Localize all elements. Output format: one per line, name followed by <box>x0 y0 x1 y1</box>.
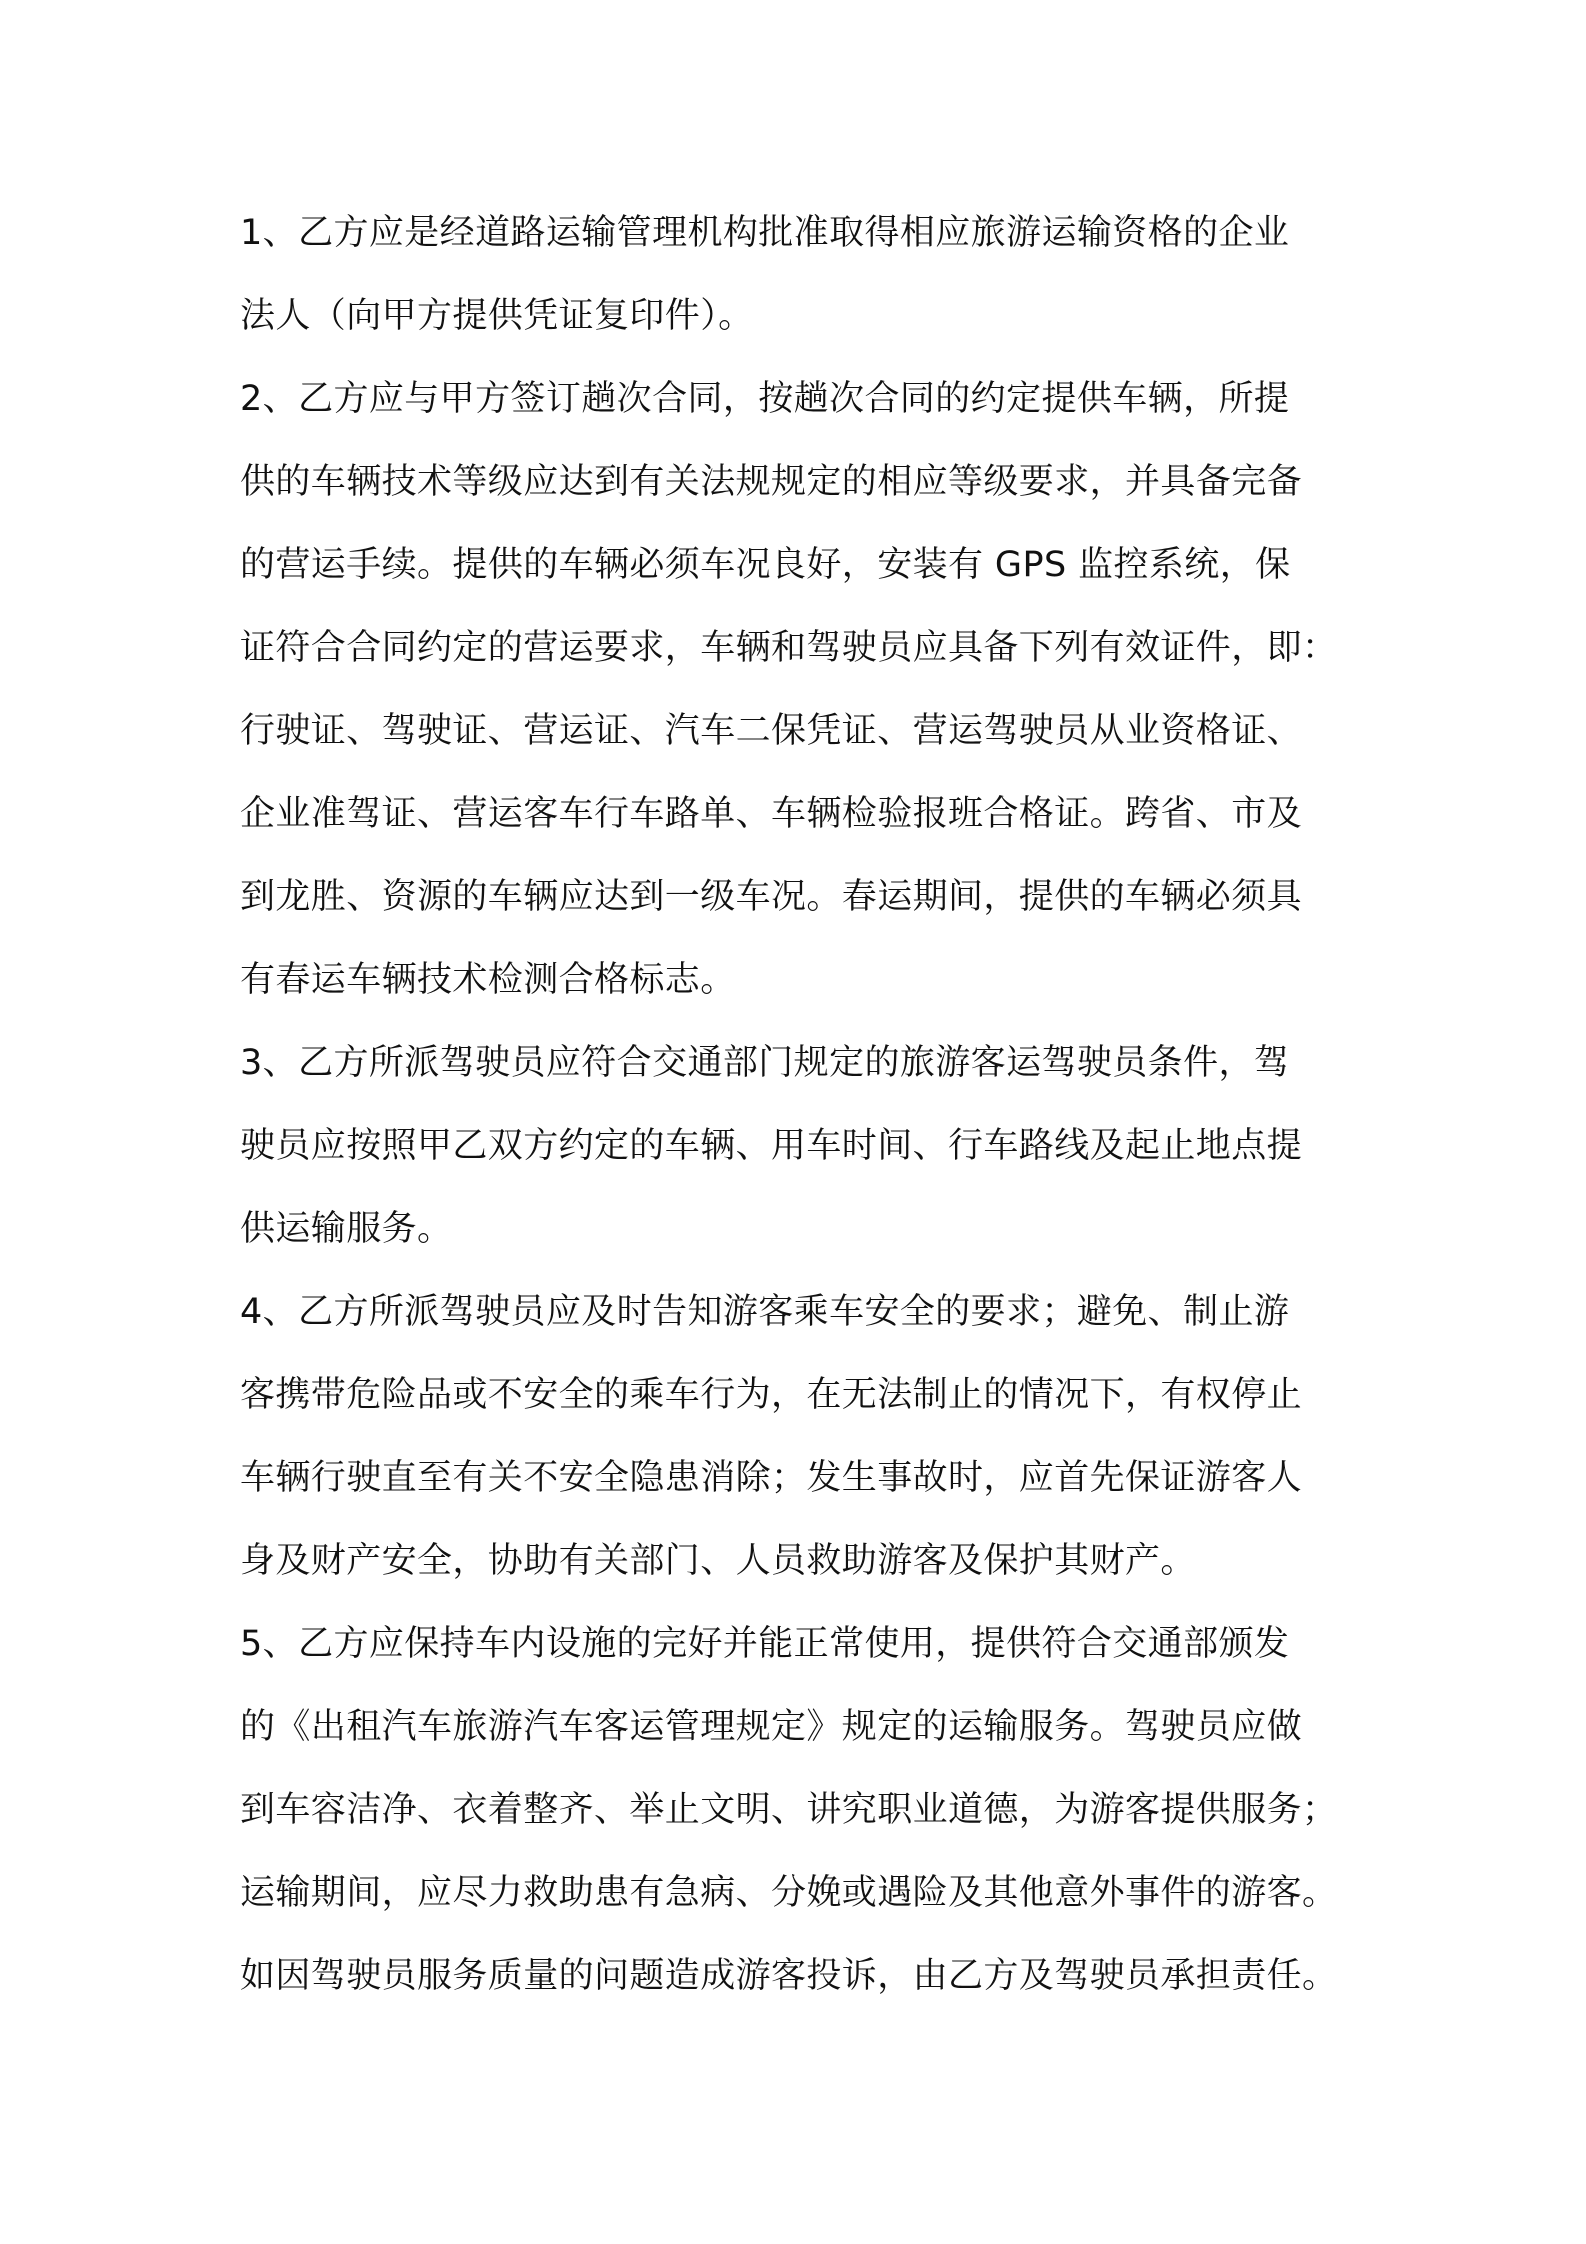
text-line: 行驶证、驾驶证、营运证、汽车二保凭证、营运驾驶员从业资格证、 <box>240 711 1303 751</box>
text-line: 法人（向甲方提供凭证复印件）。 <box>240 296 754 336</box>
text-line: 4、乙方所派驾驶员应及时告知游客乘车安全的要求；避免、制止游 <box>240 1292 1290 1332</box>
text-line: 身及财产安全，协助有关部门、人员救助游客及保护其财产。 <box>240 1541 1196 1581</box>
clause-4 <box>240 1271 1370 1603</box>
document-body <box>240 192 1370 2018</box>
text-line: 运输期间，应尽力救助患有急病、分娩或遇险及其他意外事件的游客。 <box>240 1873 1338 1913</box>
text-line: 供的车辆技术等级应达到有关法规规定的相应等级要求，并具备完备 <box>240 462 1303 502</box>
clause-1 <box>240 192 1370 358</box>
text-line: 供运输服务。 <box>240 1209 453 1249</box>
text-line: 有春运车辆技术检测合格标志。 <box>240 960 736 1000</box>
clause-3 <box>240 1022 1370 1271</box>
text-line: 证符合合同约定的营运要求，车辆和驾驶员应具备下列有效证件，即： <box>240 628 1338 668</box>
text-line: 驶员应按照甲乙双方约定的车辆、用车时间、行车路线及起止地点提 <box>240 1126 1303 1166</box>
clause-2 <box>240 358 1370 1022</box>
text-line: 车辆行驶直至有关不安全隐患消除；发生事故时，应首先保证游客人 <box>240 1458 1303 1498</box>
text-line: 5、乙方应保持车内设施的完好并能正常使用，提供符合交通部颁发 <box>240 1624 1290 1664</box>
text-line: 客携带危险品或不安全的乘车行为，在无法制止的情况下，有权停止 <box>240 1375 1303 1415</box>
text-line: 如因驾驶员服务质量的问题造成游客投诉，由乙方及驾驶员承担责任。 <box>240 1956 1338 1996</box>
text-line: 的营运手续。提供的车辆必须车况良好，安装有 GPS 监控系统，保 <box>240 545 1291 585</box>
text-line: 2、乙方应与甲方签订趟次合同，按趟次合同的约定提供车辆，所提 <box>240 379 1290 419</box>
text-line: 的《出租汽车旅游汽车客运管理规定》规定的运输服务。驾驶员应做 <box>240 1707 1303 1747</box>
text-line: 到龙胜、资源的车辆应达到一级车况。春运期间，提供的车辆必须具 <box>240 877 1303 917</box>
text-line: 3、乙方所派驾驶员应符合交通部门规定的旅游客运驾驶员条件，驾 <box>240 1043 1290 1083</box>
text-line: 到车容洁净、衣着整齐、举止文明、讲究职业道德，为游客提供服务； <box>240 1790 1338 1830</box>
clause-5 <box>240 1603 1370 2018</box>
text-line: 1、乙方应是经道路运输管理机构批准取得相应旅游运输资格的企业 <box>240 213 1290 253</box>
text-line: 企业准驾证、营运客车行车路单、车辆检验报班合格证。跨省、市及 <box>240 794 1303 834</box>
